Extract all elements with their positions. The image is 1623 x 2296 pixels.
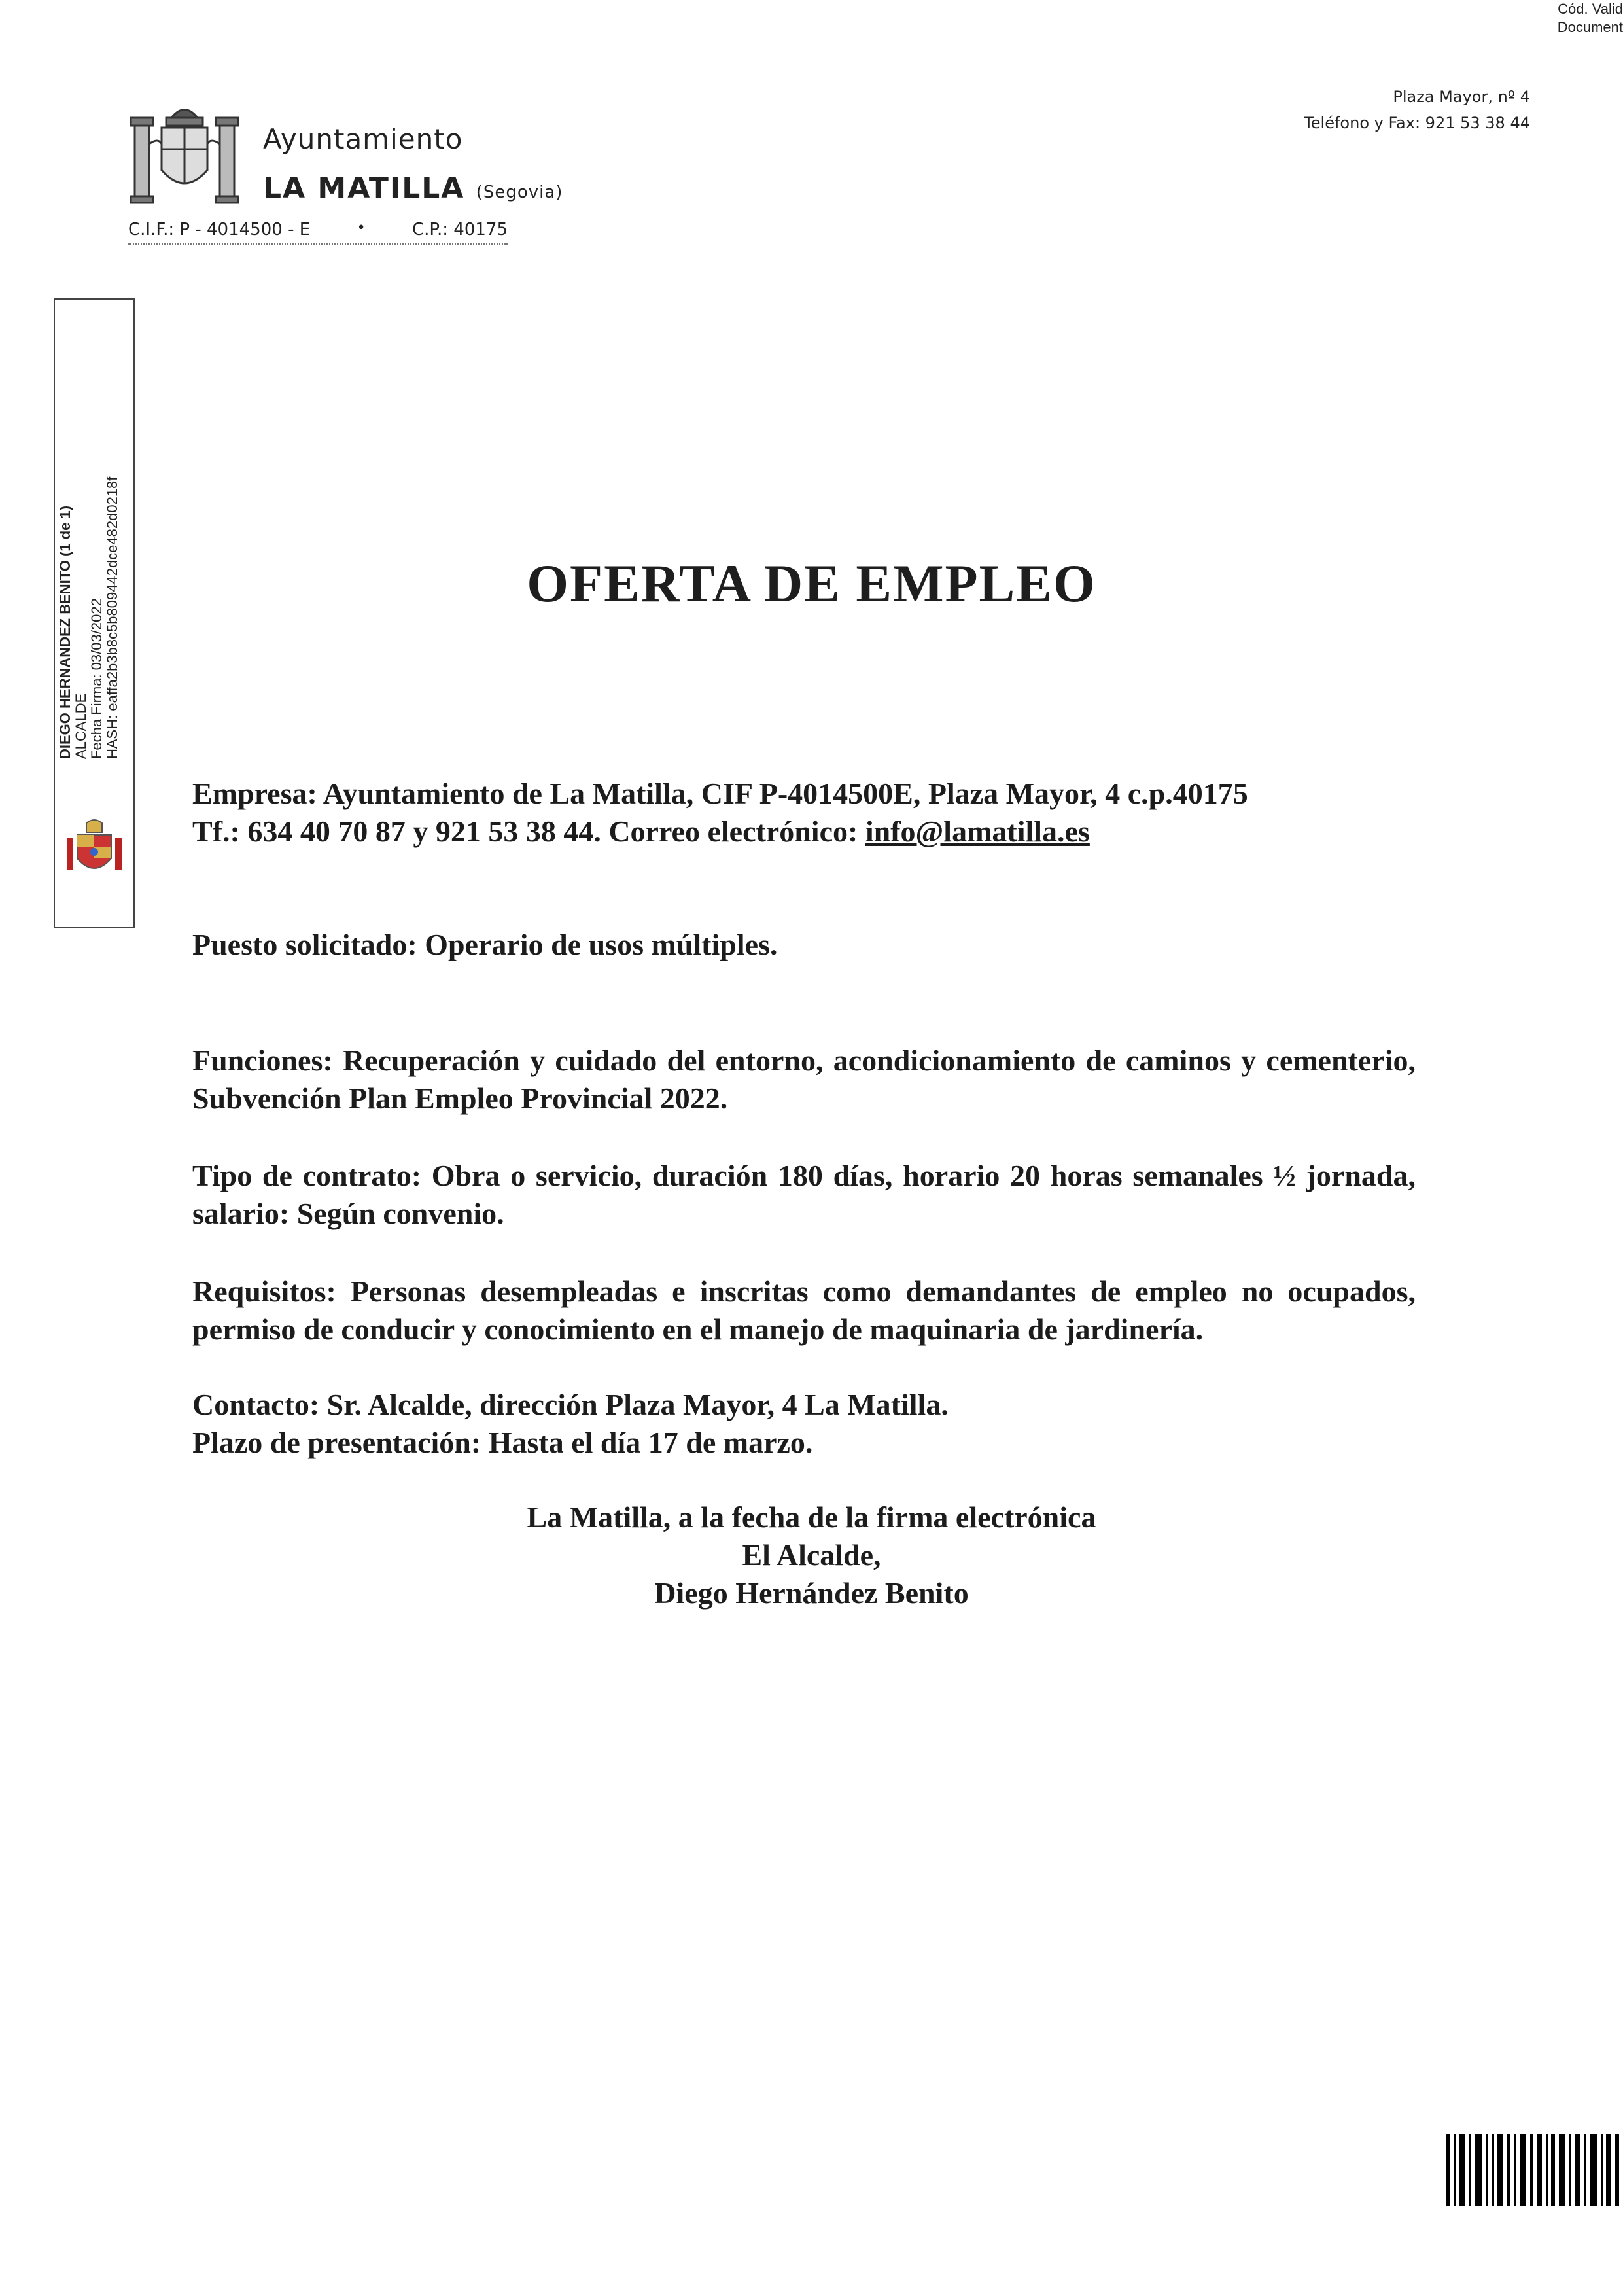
funciones-paragraph: Funciones: Recuperación y cuidado del entorno, acondicionamiento de caminos y cementerio, Subvención Plan Empleo Provincial 2022. [192, 1044, 1416, 1115]
barcode-icon [1446, 2134, 1623, 2206]
town-name: LA MATILLA [263, 171, 465, 205]
signer-role: ALCALDE [73, 693, 89, 759]
cif-text: C.I.F.: P - 4014500 - E [128, 220, 311, 239]
signature-date: Fecha Firma: 03/03/2022 [88, 598, 105, 759]
puesto-paragraph: Puesto solicitado: Operario de usos múltiples. [192, 928, 778, 961]
cp-text: C.P.: 40175 [411, 220, 508, 239]
letterhead-ids [128, 220, 508, 245]
letterhead-town [263, 171, 563, 205]
address-text: Plaza Mayor, nº 4 [1393, 88, 1530, 106]
validation-line-2: Document [1557, 19, 1623, 35]
signature-stamp-text [58, 170, 130, 759]
empresa-paragraph [192, 775, 1416, 851]
email-link[interactable]: info@lamatilla.es [865, 815, 1090, 848]
contacto-line: Contacto: Sr. Alcalde, dirección Plaza Mayor, 4 La Matilla. [192, 1388, 949, 1421]
province-name: (Segovia) [476, 183, 563, 202]
validation-line-1: Cód. Valid [1558, 1, 1623, 17]
empresa-phone-text: Tf.: 634 40 70 87 y 921 53 38 44. Correo electrónico: [192, 815, 865, 848]
document-title: OFERTA DE EMPLEO [527, 554, 1096, 613]
contrato-paragraph: Tipo de contrato: Obra o servicio, duración 180 días, horario 20 horas semanales ½ jornada, salario: Según convenio. [192, 1159, 1416, 1230]
requisitos-paragraph: Requisitos: Personas desempleadas e inscritas como demandantes de empleo no ocupados, permiso de conducir y conocimiento en el manejo de maquinaria de jardinería. [192, 1275, 1416, 1346]
empresa-line-1: Empresa: Ayuntamiento de La Matilla, CIF P-4014500E, Plaza Mayor, 4 c.p.40175 [192, 777, 1248, 810]
contacto-paragraph [192, 1386, 1416, 1462]
closing-signer-line: Diego Hernández Benito [654, 1576, 969, 1610]
closing-role-line: El Alcalde, [742, 1538, 881, 1572]
letterhead-ayuntamiento: Ayuntamiento [263, 123, 463, 155]
plazo-line: Plazo de presentación: Hasta el día 17 de marzo. [192, 1426, 813, 1459]
closing-block [0, 1498, 1623, 1612]
closing-date-line: La Matilla, a la fecha de la firma electrónica [527, 1500, 1096, 1534]
phone-text: Teléfono y Fax: 921 53 38 44 [1304, 114, 1530, 132]
spain-coat-of-arms-icon [63, 818, 126, 881]
signer-name: DIEGO HERNANDEZ BENITO (1 de 1) [57, 505, 73, 759]
coat-of-arms-icon [126, 98, 243, 209]
empresa-line-2 [192, 813, 1416, 851]
signature-hash: HASH: eaffa2b3b8c5b809442dce482d0218f [104, 476, 120, 759]
separator-bullet: • [357, 220, 366, 236]
letterhead-address [1304, 84, 1530, 136]
validation-code [1531, 0, 1623, 37]
